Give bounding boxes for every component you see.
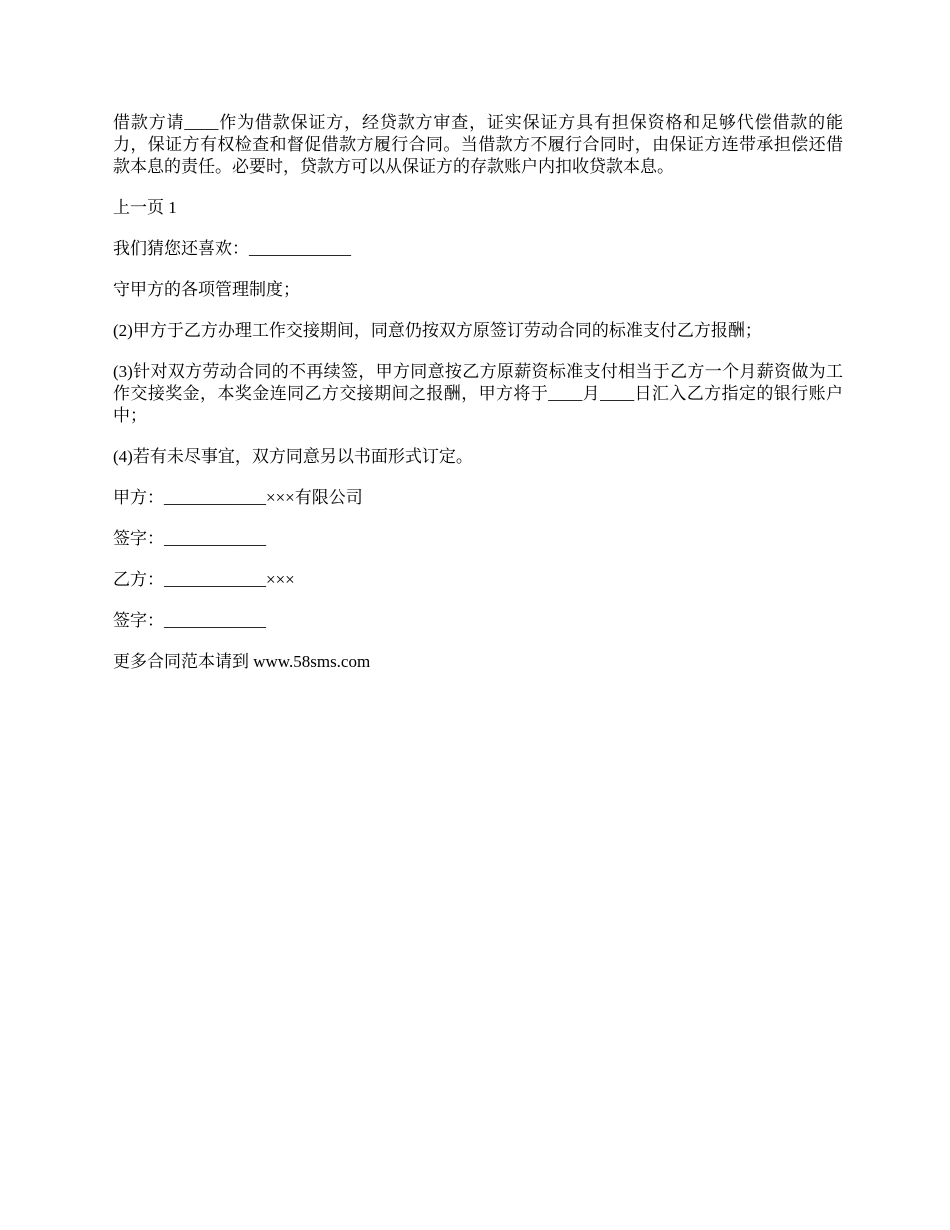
party-b-signature-line: 签字：____________ bbox=[113, 611, 266, 630]
party-a-line: 甲方：____________×××有限公司 bbox=[113, 488, 363, 507]
guarantor-clause-paragraph: 借款方请____作为借款保证方，经贷款方审查，证实保证方具有担保资格和足够代偿借款的能力，保证方有权检查和督促借款方履行合同。当借款方不履行合同时，由保证方连带承担偿还借款本息的责任。必要时，贷款方可以从保证方的存款账户内扣收贷款本息。 bbox=[113, 113, 843, 176]
document-page bbox=[113, 112, 843, 692]
clause-2-paragraph: (2)甲方于乙方办理工作交接期间，同意仍按双方原签订劳动合同的标准支付乙方报酬； bbox=[113, 321, 762, 340]
party-b-line: 乙方：____________××× bbox=[113, 570, 295, 589]
previous-page-link[interactable]: 上一页 1 bbox=[113, 198, 177, 217]
clause-3-paragraph: (3)针对双方劳动合同的不再续签，甲方同意按乙方原薪资标准支付相当于乙方一个月薪资做为工作交接奖金，本奖金连同乙方交接期间之报酬，甲方将于____月____日汇入乙方指定的银行账户中； bbox=[113, 362, 843, 425]
recommendation-line: 我们猜您还喜欢：____________ bbox=[113, 239, 351, 258]
more-templates-link[interactable]: 更多合同范本请到 www.58sms.com bbox=[113, 652, 371, 671]
clause-4-paragraph: (4)若有未尽事宜，双方同意另以书面形式订定。 bbox=[113, 447, 473, 466]
management-rules-paragraph: 守甲方的各项管理制度； bbox=[113, 280, 300, 299]
party-a-signature-line: 签字：____________ bbox=[113, 529, 266, 548]
